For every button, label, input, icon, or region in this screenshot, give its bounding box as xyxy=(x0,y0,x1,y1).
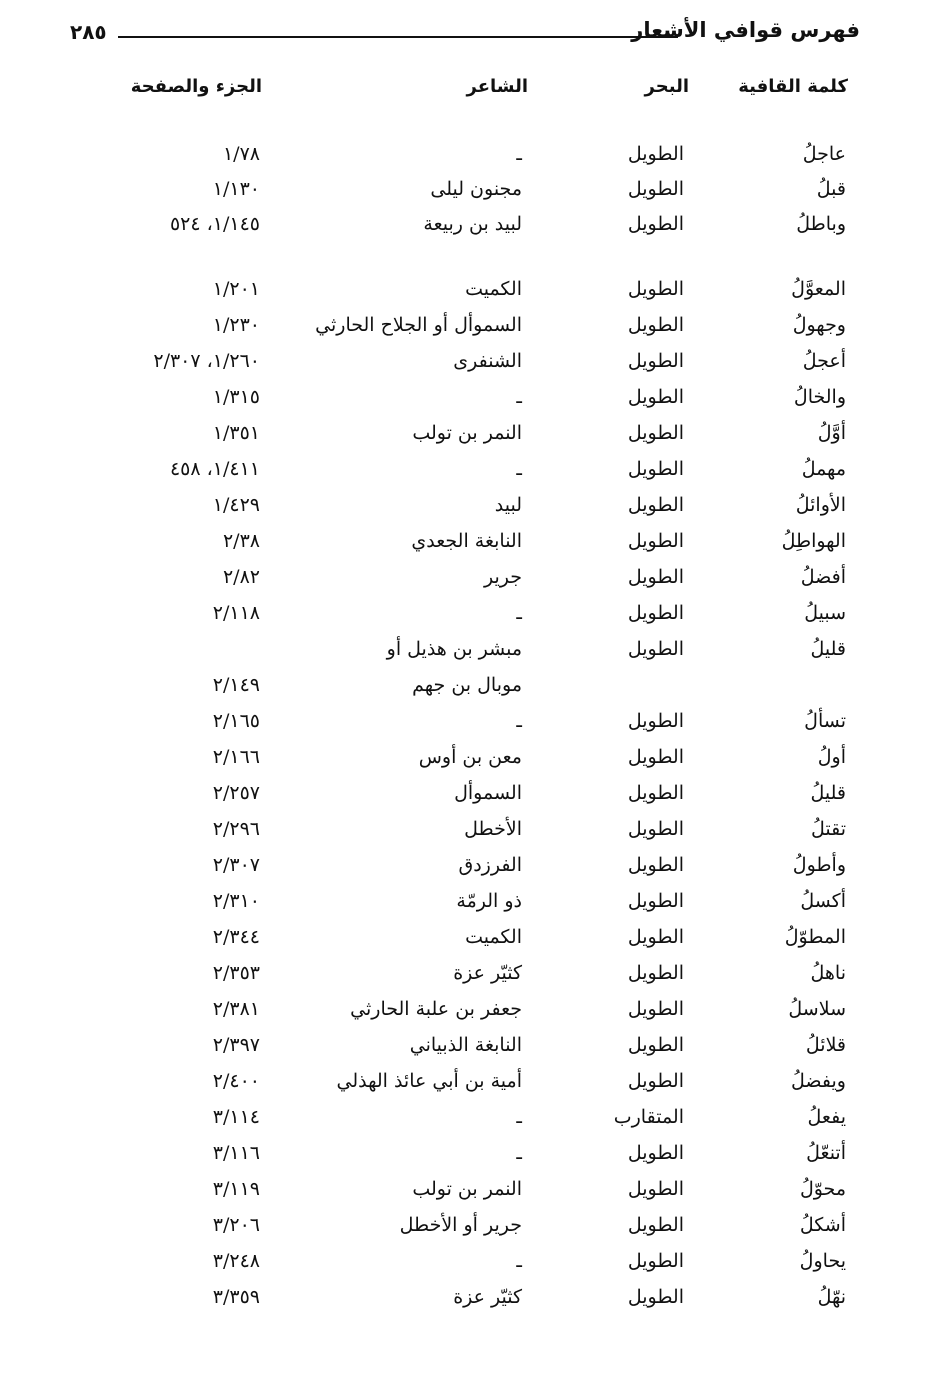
table-row xyxy=(0,1172,932,1206)
rhyme-word: تقتلُ xyxy=(810,818,846,840)
rhyme-word: أوَّلُ xyxy=(817,422,846,444)
poet: كثيّر عزة xyxy=(453,1286,522,1308)
rhyme-word: قلائلُ xyxy=(805,1034,846,1056)
volume-page: ١/٣١٥ xyxy=(212,386,260,408)
table-row xyxy=(0,884,932,918)
table-row xyxy=(0,1208,932,1242)
rhyme-word: المطوّلُ xyxy=(784,926,846,948)
poet: الشنفرى xyxy=(453,350,522,372)
meter: الطويل xyxy=(627,1178,684,1200)
volume-page: ١/٢٠١ xyxy=(212,278,260,300)
meter: الطويل xyxy=(627,1142,684,1164)
meter: الطويل xyxy=(627,566,684,588)
meter: الطويل xyxy=(627,818,684,840)
page-number: ٢٨٥ xyxy=(70,20,107,44)
poet: ذو الرمّة xyxy=(456,890,522,912)
table-row xyxy=(0,1100,932,1134)
meter: الطويل xyxy=(627,1286,684,1308)
volume-page: ٢/٨٢ xyxy=(222,566,260,588)
column-header-rhyme: كلمة القافية xyxy=(738,76,848,97)
meter: الطويل xyxy=(627,926,684,948)
poet: لبيد بن ربيعة xyxy=(423,213,522,235)
poet: الأخطل xyxy=(464,818,522,840)
rhyme-word: والخالُ xyxy=(793,386,846,408)
rhyme-word: الأوائلُ xyxy=(795,494,846,516)
volume-page: ٢/٢٩٦ xyxy=(212,818,260,840)
rhyme-word: أولُ xyxy=(817,746,846,768)
rhyme-word: وجهولُ xyxy=(792,314,846,336)
rhyme-word: محوّلُ xyxy=(799,1178,846,1200)
rhyme-word: سلاسلُ xyxy=(788,998,846,1020)
meter: الطويل xyxy=(627,278,684,300)
rhyme-word: سبيلُ xyxy=(804,602,846,624)
meter: الطويل xyxy=(627,854,684,876)
poet: جرير أو الأخطل xyxy=(399,1214,522,1236)
table-row xyxy=(0,488,932,522)
meter: الطويل xyxy=(627,638,684,660)
volume-page: ٣/٣٥٩ xyxy=(212,1286,260,1308)
table-row xyxy=(0,1280,932,1314)
poet: السموأل xyxy=(454,782,522,804)
poet: مبشر بن هذيل أو xyxy=(386,638,522,660)
meter: الطويل xyxy=(627,143,684,165)
meter: الطويل xyxy=(627,458,684,480)
rhyme-word: ناهلُ xyxy=(810,962,846,984)
table-row xyxy=(0,596,932,630)
table-row xyxy=(0,920,932,954)
table-row xyxy=(0,416,932,450)
volume-page: ٣/١١٦ xyxy=(212,1142,260,1164)
table-row xyxy=(0,776,932,810)
table-row xyxy=(0,992,932,1026)
table-row xyxy=(0,344,932,378)
poet: موبال بن جهم xyxy=(412,674,522,696)
volume-page: ١/٢٣٠ xyxy=(212,314,260,336)
poet: السموأل أو الجلاح الحارثي xyxy=(315,314,522,336)
volume-page: ٢/٣٤٤ xyxy=(212,926,260,948)
volume-page: ٢/٣٥٣ xyxy=(212,962,260,984)
poet: النابغة الذبياني xyxy=(409,1034,522,1056)
table-row xyxy=(0,272,932,306)
rhyme-word: الهواطِلُ xyxy=(781,530,846,552)
poet: ـ xyxy=(516,458,522,480)
rhyme-word: ويفضلُ xyxy=(791,1070,846,1092)
table-row xyxy=(0,1064,932,1098)
volume-page: ٢/٣٨ xyxy=(222,530,260,552)
rhyme-word: يفعلُ xyxy=(807,1106,846,1128)
volume-page: ١/٣٥١ xyxy=(212,422,260,444)
table-row xyxy=(0,740,932,774)
poet: ـ xyxy=(516,143,522,165)
poet: النابغة الجعدي xyxy=(411,530,522,552)
meter: الطويل xyxy=(627,314,684,336)
poet: ـ xyxy=(516,1250,522,1272)
poet: الكميت xyxy=(465,926,522,948)
rhyme-word: المعوَّلُ xyxy=(791,278,846,300)
running-title: فهرس قوافي الأشعار xyxy=(631,18,860,42)
meter: الطويل xyxy=(627,530,684,552)
volume-page: ١/٤٢٩ xyxy=(212,494,260,516)
table-row xyxy=(0,704,932,738)
poet: معن بن أوس xyxy=(418,746,522,768)
meter: الطويل xyxy=(627,350,684,372)
table-row xyxy=(0,452,932,486)
meter: الطويل xyxy=(627,890,684,912)
volume-page: ١/٤١١، ٤٥٨ xyxy=(169,458,260,480)
poet: أمية بن أبي عائذ الهذلي xyxy=(336,1070,522,1092)
page-header xyxy=(70,14,860,56)
table-row xyxy=(0,1244,932,1278)
table-row xyxy=(0,956,932,990)
meter: الطويل xyxy=(627,1034,684,1056)
poet: الكميت xyxy=(465,278,522,300)
poet: الفرزدق xyxy=(458,854,522,876)
meter: الطويل xyxy=(627,422,684,444)
column-header-volume-page: الجزء والصفحة xyxy=(130,76,262,97)
table-row xyxy=(0,207,932,241)
volume-page: ٣/٢٠٦ xyxy=(212,1214,260,1236)
meter: الطويل xyxy=(627,1250,684,1272)
table-row xyxy=(0,1136,932,1170)
table-row xyxy=(0,380,932,414)
rhyme-word: قبلُ xyxy=(816,178,846,200)
poet: النمر بن تولب xyxy=(412,422,522,444)
table-row xyxy=(0,524,932,558)
table-row xyxy=(0,308,932,342)
meter: المتقارب xyxy=(613,1106,684,1128)
volume-page: ٢/٣٨١ xyxy=(212,998,260,1020)
table-row xyxy=(0,137,932,171)
meter: الطويل xyxy=(627,710,684,732)
column-header-poet: الشاعر xyxy=(466,76,528,97)
meter: الطويل xyxy=(627,494,684,516)
meter: الطويل xyxy=(627,746,684,768)
volume-page: ٢/١٦٥ xyxy=(212,710,260,732)
volume-page: ١/٢٦٠، ٢/٣٠٧ xyxy=(153,350,260,372)
poet: جعفر بن علبة الحارثي xyxy=(350,998,522,1020)
poet: جرير xyxy=(484,566,522,588)
column-header-meter: البحر xyxy=(644,76,689,97)
volume-page: ١/٧٨ xyxy=(222,143,260,165)
rhyme-word: أعجلُ xyxy=(802,350,846,372)
poet: مجنون ليلى xyxy=(430,178,522,200)
rhyme-word: وباطلُ xyxy=(796,213,846,235)
rhyme-word: نهّلُ xyxy=(817,1286,846,1308)
volume-page: ٢/٣٠٧ xyxy=(212,854,260,876)
meter: الطويل xyxy=(627,998,684,1020)
rhyme-word: قليلُ xyxy=(810,782,846,804)
rhyme-word: أفضلُ xyxy=(800,566,846,588)
table-row xyxy=(0,560,932,594)
rhyme-word: تسألُ xyxy=(804,710,846,732)
meter: الطويل xyxy=(627,1070,684,1092)
meter: الطويل xyxy=(627,602,684,624)
meter: الطويل xyxy=(627,962,684,984)
volume-page: ٢/١١٨ xyxy=(212,602,260,624)
table-row xyxy=(0,1028,932,1062)
volume-page: ٣/١١٤ xyxy=(212,1106,260,1128)
meter: الطويل xyxy=(627,178,684,200)
poet: لبيد xyxy=(494,494,522,516)
poet: ـ xyxy=(516,1142,522,1164)
meter: الطويل xyxy=(627,782,684,804)
table-row xyxy=(0,812,932,846)
volume-page: ٣/١١٩ xyxy=(212,1178,260,1200)
rhyme-word: أتنعّلُ xyxy=(806,1142,846,1164)
rhyme-word: يحاولُ xyxy=(799,1250,846,1272)
volume-page: ٢/١٦٦ xyxy=(212,746,260,768)
poet: ـ xyxy=(516,386,522,408)
poet: النمر بن تولب xyxy=(412,1178,522,1200)
table-row xyxy=(0,632,932,666)
rhyme-word: قليلُ xyxy=(810,638,846,660)
volume-page: ١/١٣٠ xyxy=(212,178,260,200)
rhyme-word: عاجلُ xyxy=(802,143,846,165)
header-rule xyxy=(118,36,678,38)
poet: كثيّر عزة xyxy=(453,962,522,984)
meter: الطويل xyxy=(627,213,684,235)
volume-page: ٢/٤٠٠ xyxy=(212,1070,260,1092)
volume-page: ٢/١٤٩ xyxy=(212,674,260,696)
table-row xyxy=(0,668,932,702)
table-row xyxy=(0,848,932,882)
rhyme-word: وأطولُ xyxy=(792,854,846,876)
meter: الطويل xyxy=(627,1214,684,1236)
poet: ـ xyxy=(516,710,522,732)
meter: الطويل xyxy=(627,386,684,408)
volume-page: ٣/٢٤٨ xyxy=(212,1250,260,1272)
volume-page: ٢/٢٥٧ xyxy=(212,782,260,804)
table-row xyxy=(0,172,932,206)
poet: ـ xyxy=(516,1106,522,1128)
volume-page: ٢/٣٩٧ xyxy=(212,1034,260,1056)
rhyme-word: مهملُ xyxy=(801,458,846,480)
poet: ـ xyxy=(516,602,522,624)
rhyme-word: أكسلُ xyxy=(800,890,846,912)
rhyme-word: أشكلُ xyxy=(799,1214,846,1236)
volume-page: ٢/٣١٠ xyxy=(212,890,260,912)
volume-page: ١/١٤٥، ٥٢٤ xyxy=(169,213,260,235)
